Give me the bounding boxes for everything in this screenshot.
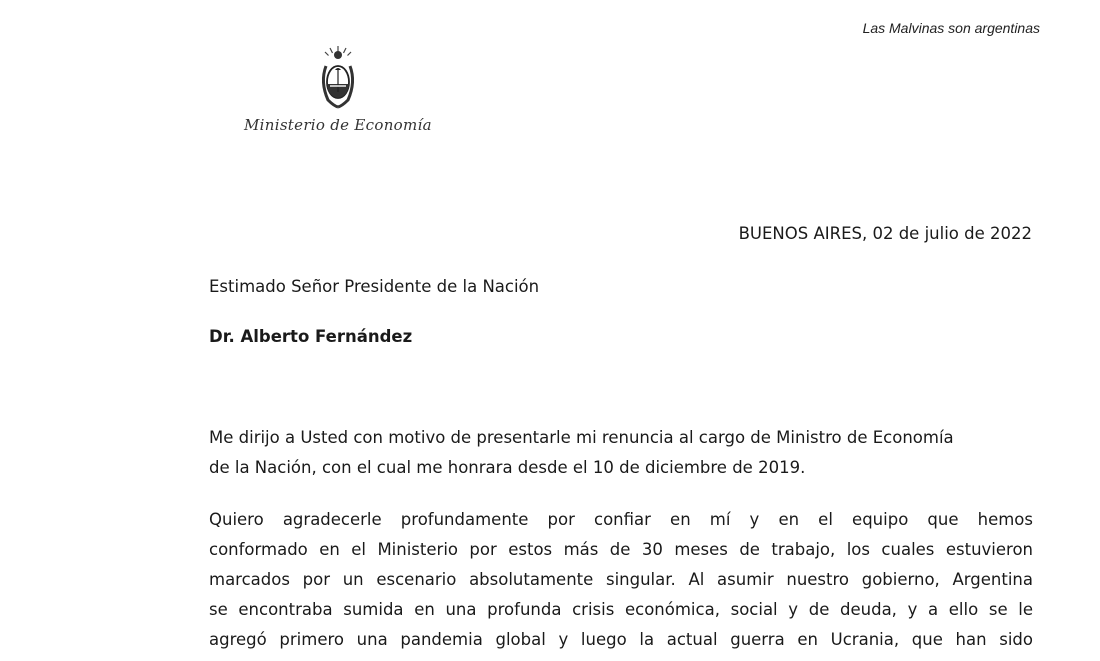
paragraph-line: marcados por un escenario absolutamente singular. Al asumir nuestro gobierno, Argentina: [209, 570, 1033, 589]
letter-date: BUENOS AIRES, 02 de julio de 2022: [738, 224, 1032, 243]
paragraph-line: se encontraba sumida en una profunda crisis económica, social y de deuda, y a ello se le: [209, 600, 1033, 619]
paragraph-1: [209, 423, 1033, 483]
paragraph-2: [209, 505, 1033, 655]
ministry-name: Ministerio de Economía: [244, 116, 432, 134]
argentina-coat-of-arms-icon: [316, 44, 360, 110]
paragraph-line: de la Nación, con el cual me honrara desde el 10 de diciembre de 2019.: [209, 458, 806, 477]
salutation: Estimado Señor Presidente de la Nación: [209, 277, 540, 296]
paragraph-line: Quiero agradecerle profundamente por confiar en mí y en el equipo que hemos: [209, 510, 1033, 529]
addressee: Dr. Alberto Fernández: [209, 327, 413, 346]
paragraph-line: conformado en el Ministerio por estos más de 30 meses de trabajo, los cuales estuvieron: [209, 540, 1033, 559]
ministry-logo: [244, 44, 444, 144]
paragraph-line: agregó primero una pandemia global y luego la actual guerra en Ucrania, que han sido: [209, 630, 1033, 649]
motto: Las Malvinas son argentinas: [862, 20, 1040, 36]
paragraph-line: Me dirijo a Usted con motivo de presentarle mi renuncia al cargo de Ministro de Economía: [209, 428, 954, 447]
